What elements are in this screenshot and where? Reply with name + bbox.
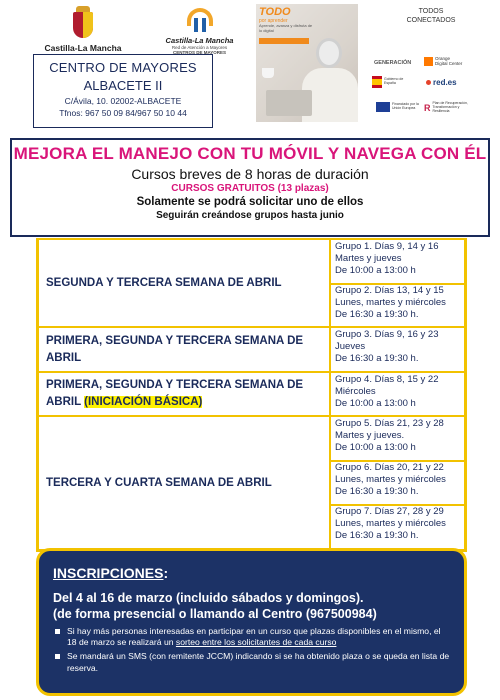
prtr-mark-icon: R [424, 102, 431, 113]
groups-cell [331, 240, 464, 326]
heading-colon: : [163, 565, 169, 581]
bullet-icon [55, 654, 60, 659]
centro-address: C/Ávila, 10. 02002-ALBACETE [64, 96, 182, 106]
week-cell: PRIMERA, SEGUNDA Y TERCERA SEMANA DE ABRIL [39, 328, 331, 371]
orange-line2: Digital Center [435, 60, 463, 66]
group-hours: De 10:00 a 13:00 h [335, 265, 416, 277]
group-weekdays: Lunes, martes y miércoles [335, 518, 446, 530]
group-hours: De 16:30 a 19:30 h. [335, 530, 419, 542]
schedule-row [39, 415, 464, 549]
title-block [10, 138, 490, 237]
group-hours: De 16:30 a 19:30 h. [335, 309, 419, 321]
main-title: MEJORA EL MANEJO CON TU MÓVIL Y NAVEGA CON ÉL [13, 144, 487, 163]
group-item [331, 283, 464, 321]
group-days: Grupo 6. Días 20, 21 y 22 [335, 462, 444, 473]
castilla-la-mancha-logo [28, 6, 138, 53]
groups-cell [331, 373, 464, 415]
only-one-text: Solamente se podrá solicitar uno de ellos [136, 196, 364, 208]
prtr-logo [424, 102, 473, 114]
group-item [331, 418, 464, 454]
photo-desc: Aprende, avanza y disfruta de lo digital [259, 23, 313, 33]
note-item [53, 626, 450, 648]
note-text: Si hay más personas interesadas en participar en un curso que plazas disponibles en el mismo, el 18 de marzo se realizará un [67, 626, 441, 648]
heading-line2: CONECTADOS [406, 16, 456, 24]
photo-subtitle: por aprender [259, 18, 288, 24]
redes-dot-icon [426, 80, 431, 85]
more-groups-text: Seguirán creándose grupos hasta junio [156, 210, 344, 221]
centro-name: CENTRO DE MAYORES [49, 60, 197, 75]
generacion-logo: GENERACIÓN [374, 60, 412, 66]
prtr-text: Plan de Recuperación, Transformación y Resiliencia [432, 101, 468, 113]
heading-text: INSCRIPCIONES [53, 565, 164, 581]
inscripciones-heading [53, 565, 450, 583]
group-weekdays: Jueves [335, 341, 366, 353]
schedule-row [39, 238, 464, 326]
gobierno-text: Gobierno de España [384, 77, 404, 85]
gobierno-logo [372, 76, 416, 90]
note-underlined-text: sorteo entre los solicitantes de cada curso [175, 637, 337, 648]
group-item [331, 460, 464, 498]
photo-badge [259, 38, 309, 44]
cm-logo-line2: Red de Atención a Mayores [171, 45, 228, 50]
photo-title: TODO [259, 6, 291, 18]
schedule-row [39, 326, 464, 371]
group-hours: De 16:30 a 19:30 h. [335, 353, 419, 365]
cm-logo-line3: CENTROS DE MAYORES [172, 50, 227, 55]
inscripciones-notes [53, 626, 450, 674]
bullet-icon [55, 629, 60, 634]
todos-conectados-heading [366, 8, 496, 26]
duration-text: Cursos breves de 8 horas de duración [131, 166, 369, 182]
cm-mark-icon [185, 4, 215, 34]
partner-logos [366, 8, 496, 113]
group-days: Grupo 2. Días 13, 14 y 15 [335, 285, 444, 296]
redes-text: red.es [433, 78, 457, 87]
header [0, 0, 500, 135]
orange-line1: Orange [435, 56, 451, 61]
promo-photo [256, 4, 358, 122]
group-weekdays: Miércoles [335, 386, 376, 398]
inscripciones-box [36, 548, 467, 696]
group-days: Grupo 4. Días 8, 15 y 22 [335, 374, 439, 385]
week-cell: SEGUNDA Y TERCERA SEMANA DE ABRIL [39, 240, 331, 326]
group-days: Grupo 5. Días 21, 23 y 28 [335, 418, 444, 429]
centro-info-box [33, 54, 213, 128]
group-item [331, 374, 464, 410]
groups-cell [331, 417, 464, 549]
group-days: Grupo 1. Días 9, 14 y 16 [335, 241, 439, 252]
logo-name: Castilla-La Mancha [44, 43, 122, 53]
laptop-icon [266, 90, 312, 116]
group-hours: De 10:00 a 13:00 h [335, 442, 416, 454]
centro-phones: Tfnos: 967 50 09 84/967 50 10 44 [59, 108, 187, 118]
group-item [331, 241, 464, 277]
headphones-icon [316, 38, 342, 68]
centro-location: ALBACETE II [83, 78, 163, 93]
eu-text: Financiado por la Unión Europea [392, 102, 419, 110]
iniciacion-basica-highlight: (INICIACIÓN BÁSICA) [84, 396, 203, 408]
inscripciones-how: (de forma presencial o llamando al Centro (967500984) [53, 607, 377, 621]
schedule-table [36, 238, 467, 552]
group-item [331, 329, 464, 365]
orange-square-icon [424, 57, 433, 66]
spain-flag-icon [372, 76, 382, 88]
group-weekdays: Lunes, martes y miércoles [335, 474, 446, 486]
orange-logo [424, 57, 462, 67]
eu-flag-icon [376, 102, 390, 112]
week-cell: TERCERA Y CUARTA SEMANA DE ABRIL [39, 417, 331, 549]
cm-logo-line1: Castilla-La Mancha [165, 36, 234, 45]
note-item [53, 651, 450, 673]
week-text: PRIMERA, SEGUNDA Y TERCERA SEMANA DE ABRIL [46, 379, 304, 408]
group-hours: De 10:00 a 13:00 h [335, 398, 416, 410]
groups-cell [331, 328, 464, 371]
group-weekdays: Lunes, martes y miércoles [335, 297, 446, 309]
group-item [331, 504, 464, 542]
inscripciones-dates: Del 4 al 16 de marzo (incluido sábados y domingos). [53, 591, 364, 605]
cup-icon [262, 68, 274, 78]
heading-line1: TODOS [418, 8, 444, 15]
group-weekdays: Martes y jueves. [335, 430, 405, 442]
group-hours: De 16:30 a 19:30 h. [335, 486, 419, 498]
group-days: Grupo 3. Días 9, 16 y 23 [335, 329, 439, 340]
schedule-row [39, 371, 464, 415]
note-text: Se mandará un SMS (con remitente JCCM) indicando si se ha obtenido plaza o se queda en lista de reserva. [67, 651, 450, 673]
group-days: Grupo 7. Días 27, 28 y 29 [335, 506, 444, 517]
group-weekdays: Martes y jueves [335, 253, 402, 265]
free-courses-text: CURSOS GRATUITOS (13 plazas) [171, 183, 329, 194]
coat-of-arms-icon [70, 6, 96, 40]
centros-mayores-logo [152, 4, 247, 55]
week-cell [39, 373, 331, 415]
redes-logo [426, 78, 457, 87]
eu-logo [376, 102, 422, 112]
